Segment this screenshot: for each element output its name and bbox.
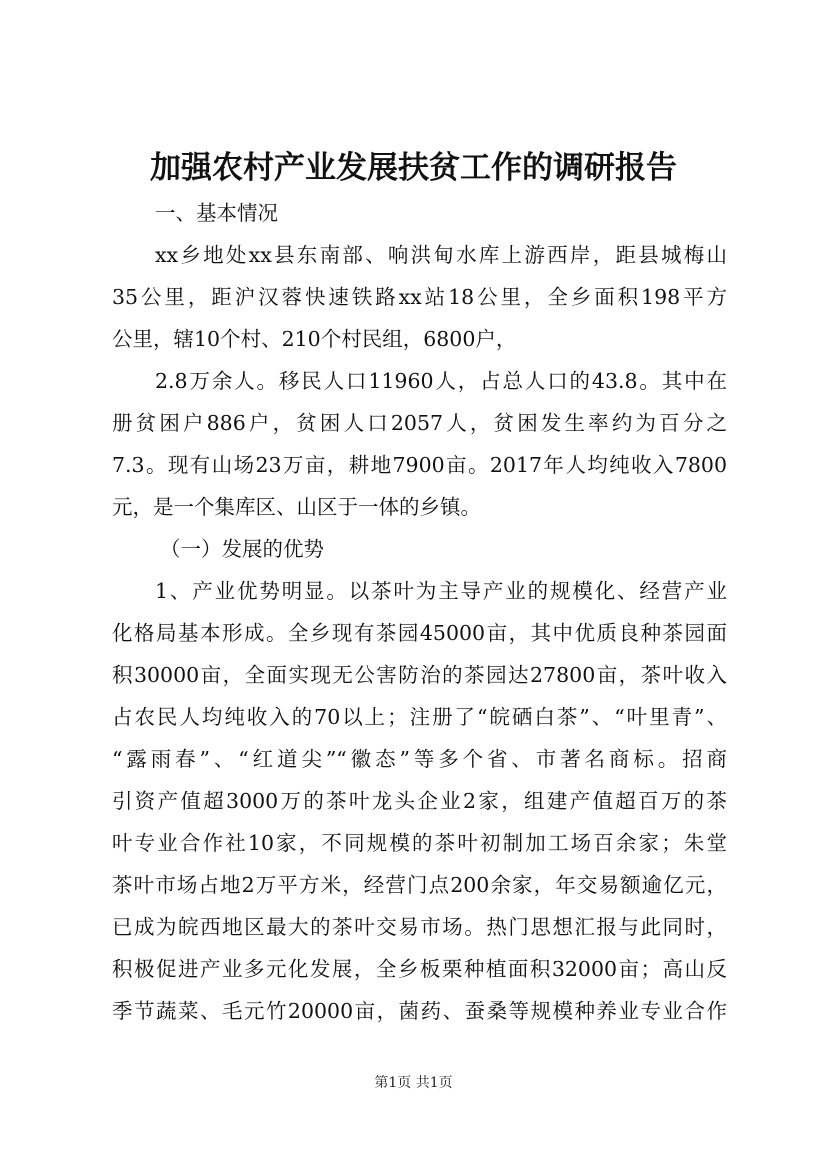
paragraph-line: 叶专业合作社10家，不同规模的茶叶初制加工场百余家；朱堂 [112,831,727,855]
paragraph-line: 2.8万余人。移民人口11960人，占总人口的43.8。其中在 [155,369,727,393]
paragraph-line: 7.3。现有山场23万亩，耕地7900亩。2017年人均纯收入7800 [112,453,727,477]
paragraph-line: 35公里，距沪汉蓉快速铁路xx站18公里，全乡面积198平方 [112,285,727,309]
paragraph-line: 积30000亩，全面实现无公害防治的茶园达27800亩，茶叶收入 [112,663,727,687]
paragraph-line: 季节蔬菜、毛元竹20000亩，菌药、蚕桑等规模种养业专业合作 [112,999,727,1023]
paragraph-line: 化格局基本形成。全乡现有茶园45000亩，其中优质良种茶园面 [112,621,727,645]
document-title: 加强农村产业发展扶贫工作的调研报告 [150,150,677,186]
paragraph-line: 引资产值超3000万的茶叶龙头企业2家，组建产值超百万的茶 [112,789,727,813]
paragraph-line: 公里，辖10个村、210个村民组，6800户， [112,327,517,351]
paragraph-line: xx乡地处xx县东南部、响洪甸水库上游西岸，距县城梅山 [155,243,727,267]
section-heading: 一、基本情况 [155,201,278,225]
paragraph-line: 积极促进产业多元化发展，全乡板栗种植面积32000亩；高山反 [112,957,727,981]
paragraph-line: “露雨春”、“红道尖”“徽态”等多个省、市著名商标。招商 [112,747,727,771]
page-footer: 第1页 共1页 [374,1075,453,1091]
paragraph-line: 册贫困户886户，贫困人口2057人，贫困发生率约为百分之 [112,411,727,435]
subsection-heading: （一）发展的优势 [160,537,324,561]
paragraph-line: 茶叶市场占地2万平方米，经营门点200余家，年交易额逾亿元， [112,873,727,897]
paragraph-line: 1、产业优势明显。以茶叶为主导产业的规模化、经营产业 [155,579,727,603]
paragraph-line: 元，是一个集库区、山区于一体的乡镇。 [112,495,481,519]
paragraph-line: 占农民人均纯收入的70以上；注册了“皖硒白茶”、“叶里青”、 [112,705,727,729]
paragraph-line: 已成为皖西地区最大的茶叶交易市场。热门思想汇报与此同时， [112,915,727,939]
